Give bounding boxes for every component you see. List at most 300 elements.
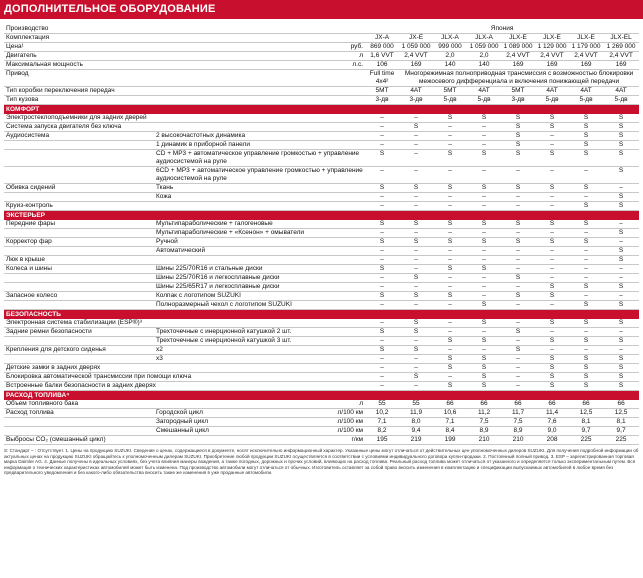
value-cell: –: [433, 283, 467, 292]
value-cell: S: [603, 337, 639, 346]
value-cell: –: [365, 141, 399, 150]
value-cell: 9,4: [399, 427, 433, 436]
row-label: [4, 427, 154, 436]
value-cell: –: [569, 193, 603, 202]
value-cell: –: [467, 256, 501, 265]
row-sublabel: Колпак с логотипом SUZUKI: [154, 292, 365, 301]
value-cell: –: [399, 355, 433, 364]
value-cell: S: [603, 123, 639, 132]
value-cell: 8,4: [433, 427, 467, 436]
value-cell: 5-дв: [535, 96, 569, 105]
value-cell: 2,0: [467, 52, 501, 61]
value-cell: –: [535, 274, 569, 283]
value-cell: –: [467, 132, 501, 141]
value-cell: –: [501, 167, 535, 184]
value-cell: 66: [501, 400, 535, 409]
table-row: [4, 141, 639, 150]
value-cell: S: [467, 373, 501, 382]
value-cell: 869 000: [365, 43, 399, 52]
value-cell: S: [603, 141, 639, 150]
value-cell: S: [433, 382, 467, 391]
value-cell: –: [433, 229, 467, 238]
value-cell: –: [501, 193, 535, 202]
value-cell: –: [433, 319, 467, 328]
value-cell: S: [399, 238, 433, 247]
row-sublabel: Шины 225/70R16 и стальные диски: [154, 265, 365, 274]
value-cell: 210: [467, 436, 501, 445]
value-cell: –: [467, 247, 501, 256]
row-label: [4, 193, 154, 202]
value-cell: –: [365, 114, 399, 123]
row-label: Задние ремни безопасности: [4, 328, 154, 337]
value-cell: –: [365, 364, 399, 373]
row-label: Привод: [4, 70, 365, 87]
value-cell: –: [467, 292, 501, 301]
value-cell: –: [467, 229, 501, 238]
value-cell: S: [535, 238, 569, 247]
value-cell: 3-дв: [501, 96, 535, 105]
value-cell: 9,0: [535, 427, 569, 436]
value-cell: –: [535, 301, 569, 310]
value-cell: S: [399, 220, 433, 229]
table-row: [4, 382, 639, 391]
value-cell: –: [501, 337, 535, 346]
section-title: КОМФОРТ: [4, 105, 639, 115]
table-row: [4, 132, 639, 141]
value-cell: S: [569, 123, 603, 132]
row-label: Максимальная мощность: [4, 61, 329, 70]
value-cell: S: [535, 373, 569, 382]
row-label: [4, 355, 154, 364]
value-cell: S: [569, 150, 603, 167]
value-cell: JX-E: [399, 34, 433, 43]
value-cell: 1 129 000: [535, 43, 569, 52]
table-row: [4, 436, 639, 445]
value-cell: –: [569, 256, 603, 265]
value-cell: –: [399, 247, 433, 256]
value-cell: S: [535, 220, 569, 229]
row-sublabel: Городской цикл: [154, 409, 329, 418]
value-cell: –: [569, 274, 603, 283]
value-cell: 9,7: [569, 427, 603, 436]
value-cell: S: [433, 337, 467, 346]
value-cell: S: [603, 355, 639, 364]
value-cell: S: [501, 114, 535, 123]
value-cell: 169: [569, 61, 603, 70]
value-cell: S: [603, 319, 639, 328]
value-cell: –: [433, 167, 467, 184]
table-row: [4, 114, 639, 123]
value-cell: 1 059 000: [399, 43, 433, 52]
value-cell: S: [603, 150, 639, 167]
value-cell: S: [603, 114, 639, 123]
row-label: [4, 301, 154, 310]
value-cell: –: [467, 346, 501, 355]
row-label: Система запуска двигателя без ключа: [4, 123, 365, 132]
row-sublabel: 2 высокочастотных динамика: [154, 132, 365, 141]
value-cell: 169: [399, 61, 433, 70]
value-cell: 8,2: [365, 427, 399, 436]
row-sublabel: Трехточечные с инерционной катушкой 2 шт.: [154, 328, 365, 337]
value-cell: 5МТ: [501, 87, 535, 96]
value-cell: –: [399, 256, 433, 265]
value-cell: –: [433, 328, 467, 337]
table-row: [4, 328, 639, 337]
page-title: ДОПОЛНИТЕЛЬНОЕ ОБОРУДОВАНИЕ: [0, 0, 643, 19]
row-sublabel: x3: [154, 355, 365, 364]
value-cell: –: [535, 202, 569, 211]
row-label: [4, 141, 154, 150]
value-cell: 8,9: [501, 427, 535, 436]
table-row: [4, 373, 639, 382]
value-cell: S: [569, 283, 603, 292]
value-cell: S: [365, 150, 399, 167]
value-cell: 1 089 000: [501, 43, 535, 52]
value-cell: –: [467, 283, 501, 292]
value-cell: S: [603, 202, 639, 211]
value-cell: S: [365, 292, 399, 301]
value-cell: –: [399, 150, 433, 167]
value-cell: –: [365, 229, 399, 238]
table-row: [4, 292, 639, 301]
value-cell: 11,4: [535, 409, 569, 418]
section-header: [4, 391, 639, 401]
table-row: [4, 346, 639, 355]
value-cell: –: [535, 265, 569, 274]
value-cell: 8,0: [399, 418, 433, 427]
table-row: [4, 301, 639, 310]
value-cell: S: [467, 364, 501, 373]
value-cell: –: [535, 346, 569, 355]
value-cell: –: [535, 229, 569, 238]
row-unit: г/км: [329, 436, 365, 445]
value-cell: –: [433, 132, 467, 141]
value-cell: –: [365, 301, 399, 310]
row-sublabel: Трехточечные с инерционной катушкой 3 шт.: [154, 337, 365, 346]
row-unit: л/100 км: [329, 418, 365, 427]
row-unit: руб.: [329, 43, 365, 52]
value-cell: –: [535, 132, 569, 141]
value-cell: –: [399, 141, 433, 150]
value-cell: S: [365, 220, 399, 229]
value-cell: –: [603, 220, 639, 229]
value-cell: 2,4 VVT: [535, 52, 569, 61]
row-label: Расход топлива: [4, 409, 154, 418]
value-cell: 7,5: [467, 418, 501, 427]
table-row: [4, 418, 639, 427]
table-row: [4, 337, 639, 346]
value-cell: 3-дв: [365, 96, 399, 105]
value-cell: JLX-E: [501, 34, 535, 43]
value-cell: –: [467, 328, 501, 337]
value-cell: –: [535, 193, 569, 202]
value-cell: 199: [433, 436, 467, 445]
value-cell: 1 269 000: [603, 43, 639, 52]
value-cell: S: [467, 319, 501, 328]
row-label: Блокировка автоматической трансмиссии при помощи ключа: [4, 373, 365, 382]
value-cell: 169: [603, 61, 639, 70]
value-cell: S: [501, 328, 535, 337]
row-sublabel: CD + MP3 + автоматическое управление громкостью + управление аудиосистемой на руле: [154, 150, 365, 167]
value-cell: S: [467, 220, 501, 229]
table-row: [4, 265, 639, 274]
value-cell: S: [535, 184, 569, 193]
row-label: [4, 167, 154, 184]
value-cell: S: [399, 319, 433, 328]
table-row: [4, 202, 639, 211]
value-cell: –: [535, 141, 569, 150]
value-cell: –: [365, 202, 399, 211]
value-cell: 3-дв: [399, 96, 433, 105]
value-cell: S: [365, 328, 399, 337]
value-cell: –: [433, 247, 467, 256]
table-row: [4, 274, 639, 283]
value-cell: S: [501, 132, 535, 141]
value-cell: S: [467, 150, 501, 167]
value-cell: 195: [365, 436, 399, 445]
value-cell: S: [467, 301, 501, 310]
value-cell: JLX-E: [535, 34, 569, 43]
value-cell: S: [535, 337, 569, 346]
value-cell: S: [569, 202, 603, 211]
table-row: [4, 25, 639, 34]
row-label: Цена¹: [4, 43, 329, 52]
value-cell: 55: [365, 400, 399, 409]
value-cell: S: [535, 283, 569, 292]
value-cell: S: [399, 184, 433, 193]
value-cell: –: [603, 184, 639, 193]
value-cell: S: [433, 238, 467, 247]
table-row: [4, 87, 639, 96]
row-label: [4, 283, 154, 292]
value-cell: S: [569, 184, 603, 193]
value-cell: S: [433, 184, 467, 193]
table-row: [4, 364, 639, 373]
value-cell: 4АТ: [399, 87, 433, 96]
value-cell: –: [399, 202, 433, 211]
value-cell: 106: [365, 61, 399, 70]
value-cell: –: [365, 256, 399, 265]
value-cell: S: [603, 283, 639, 292]
value-cell: S: [535, 382, 569, 391]
value-cell: –: [365, 373, 399, 382]
value-cell: –: [535, 167, 569, 184]
value-cell: –: [433, 123, 467, 132]
value-cell: 11,7: [501, 409, 535, 418]
value-cell: 4АТ: [569, 87, 603, 96]
row-label: [4, 337, 154, 346]
value-cell: –: [365, 382, 399, 391]
value-cell: S: [603, 364, 639, 373]
row-label: [4, 274, 154, 283]
value-cell: S: [467, 114, 501, 123]
value-cell: –: [501, 301, 535, 310]
table-row: [4, 355, 639, 364]
section-header: [4, 310, 639, 320]
value-cell: S: [399, 346, 433, 355]
value-cell: –: [399, 283, 433, 292]
value-cell: –: [399, 382, 433, 391]
value-cell: 169: [501, 61, 535, 70]
row-label: Выбросы CO₂ (смешанный цикл): [4, 436, 329, 445]
value-cell: S: [569, 382, 603, 391]
value-cell: –: [501, 373, 535, 382]
value-cell: –: [501, 256, 535, 265]
value-cell: –: [365, 337, 399, 346]
value-cell: S: [603, 256, 639, 265]
value-cell: 7,6: [535, 418, 569, 427]
value-cell: –: [501, 355, 535, 364]
table-row: [4, 283, 639, 292]
row-label: [4, 150, 154, 167]
value-cell: S: [535, 319, 569, 328]
value-cell: JLX-A: [433, 34, 467, 43]
value-cell: 7,5: [501, 418, 535, 427]
equipment-table: [4, 25, 639, 445]
value-cell: 225: [569, 436, 603, 445]
value-cell: S: [467, 382, 501, 391]
value-cell: Япония: [365, 25, 639, 34]
row-sublabel: Полноразмерный чехол с логотипом SUZUKI: [154, 301, 365, 310]
value-cell: 5МТ: [433, 87, 467, 96]
value-cell: S: [433, 355, 467, 364]
value-cell: 169: [535, 61, 569, 70]
value-cell: –: [603, 274, 639, 283]
value-cell: 11,2: [467, 409, 501, 418]
table-row: [4, 150, 639, 167]
value-cell: 2,0: [433, 52, 467, 61]
row-sublabel: 1 динамик в приборной панели: [154, 141, 365, 150]
value-cell: JLX-EL: [603, 34, 639, 43]
value-cell: S: [603, 193, 639, 202]
row-sublabel: x2: [154, 346, 365, 355]
value-cell: –: [365, 193, 399, 202]
value-cell: 9,7: [603, 427, 639, 436]
value-cell: S: [603, 132, 639, 141]
value-cell: S: [433, 114, 467, 123]
value-cell: –: [603, 265, 639, 274]
value-cell: JLX-E: [569, 34, 603, 43]
value-cell: S: [569, 141, 603, 150]
value-cell: S: [365, 238, 399, 247]
value-cell: S: [399, 123, 433, 132]
value-cell: S: [569, 220, 603, 229]
value-cell: –: [467, 274, 501, 283]
value-cell: –: [501, 265, 535, 274]
value-cell: 55: [399, 400, 433, 409]
row-sublabel: Мультипараболические + «Ксенон» + омыватели: [154, 229, 365, 238]
value-cell: –: [569, 292, 603, 301]
value-cell: 4АТ: [535, 87, 569, 96]
value-cell: –: [501, 283, 535, 292]
value-cell: 208: [535, 436, 569, 445]
table-row: [4, 247, 639, 256]
value-cell: –: [399, 337, 433, 346]
value-cell: S: [501, 274, 535, 283]
value-cell: –: [603, 328, 639, 337]
value-cell: S: [603, 229, 639, 238]
value-cell: S: [569, 238, 603, 247]
value-cell: S: [603, 373, 639, 382]
row-sublabel: Ручной: [154, 238, 365, 247]
value-cell: –: [433, 193, 467, 202]
value-cell: 7,1: [433, 418, 467, 427]
value-cell: Full time 4x4²: [365, 70, 399, 87]
value-cell: –: [569, 229, 603, 238]
value-cell: –: [603, 238, 639, 247]
row-sublabel: Автоматический: [154, 247, 365, 256]
row-label: Электронная система стабилизации (ESP®)³: [4, 319, 365, 328]
row-label: Крепления для детского сиденья: [4, 346, 154, 355]
value-cell: –: [365, 283, 399, 292]
table-row: [4, 34, 639, 43]
section-title: БЕЗОПАСНОСТЬ: [4, 310, 639, 320]
value-cell: –: [501, 319, 535, 328]
value-cell: S: [501, 184, 535, 193]
value-cell: 140: [433, 61, 467, 70]
value-cell: 11,9: [399, 409, 433, 418]
value-cell: –: [467, 123, 501, 132]
value-cell: 66: [603, 400, 639, 409]
row-label: Колеса и шины: [4, 265, 154, 274]
value-cell: S: [365, 184, 399, 193]
footnotes: S: Стандарт – : Отсутствует. 1. Цены на продукцию SUZUKI. Сведения о ценах, содержащиеся в документе, носят исключительно информационный характер. Указанные цены могут отличаться от действительных цен уполномоченных дилеров SUZUKI. Для получения подробной информации об актуальных ценах на продукцию SUZUKI обращайтесь к уполномоченным дилерам SUZUKI. Приобретение любой продукции SUZUKI осуществляется в соответствии с условиями индивидуального договора купли-продажи. 2. Постоянный полный привод. 3. ESP – зарегистрированная торговая марка Daimler AG. 4. Данные получены в идеальных условиях, без учета влияния манеры вождения, а также погодных, дорожных и прочих условий, влияющих на расход топлива. Реальный расход топлива может отличаться от указанного и определяется только экспериментальным путем. Вся информация о технических характеристиках автомобилей может быть изменена. Под производство автомобили могут отличаться от обычных. Изготовитель оставляет за собой право вносить изменения в комплектацию и спецификации выпускаемых автомобилей в любое время без предварительного уведомления и без какого-либо обязательства вносить такие же изменения в уже проданные автомобили.: [4, 448, 639, 475]
value-cell: 5-дв: [603, 96, 639, 105]
row-label: Электростеклоподъемники для задних дверей: [4, 114, 365, 123]
table-row: [4, 167, 639, 184]
row-label: [4, 229, 154, 238]
value-cell: S: [467, 265, 501, 274]
value-cell: S: [501, 123, 535, 132]
table-row: [4, 427, 639, 436]
value-cell: –: [535, 328, 569, 337]
value-cell: S: [603, 167, 639, 184]
value-cell: 7,1: [365, 418, 399, 427]
row-sublabel: Мультипараболические + галогеновые: [154, 220, 365, 229]
table-row: [4, 193, 639, 202]
value-cell: S: [433, 150, 467, 167]
table-row: [4, 220, 639, 229]
value-cell: S: [569, 319, 603, 328]
value-cell: 225: [603, 436, 639, 445]
value-cell: –: [433, 256, 467, 265]
value-cell: –: [569, 247, 603, 256]
value-cell: –: [433, 373, 467, 382]
value-cell: –: [535, 256, 569, 265]
value-cell: –: [399, 265, 433, 274]
value-cell: –: [501, 382, 535, 391]
row-unit: л/100 км: [329, 409, 365, 418]
row-unit: л.с.: [329, 61, 365, 70]
value-cell: 2,4 VVT: [399, 52, 433, 61]
value-cell: –: [467, 141, 501, 150]
value-cell: S: [501, 238, 535, 247]
value-cell: –: [467, 202, 501, 211]
value-cell: 66: [433, 400, 467, 409]
value-cell: S: [467, 355, 501, 364]
value-cell: –: [603, 346, 639, 355]
section-title: ЭКСТЕРЬЕР: [4, 211, 639, 221]
value-cell: S: [535, 123, 569, 132]
value-cell: –: [569, 265, 603, 274]
value-cell: S: [399, 328, 433, 337]
value-cell: 2,4 VVT: [603, 52, 639, 61]
value-cell: 999 000: [433, 43, 467, 52]
row-label: Корректор фар: [4, 238, 154, 247]
value-cell: S: [569, 355, 603, 364]
value-cell: 66: [569, 400, 603, 409]
row-label: Комплектация: [4, 34, 365, 43]
